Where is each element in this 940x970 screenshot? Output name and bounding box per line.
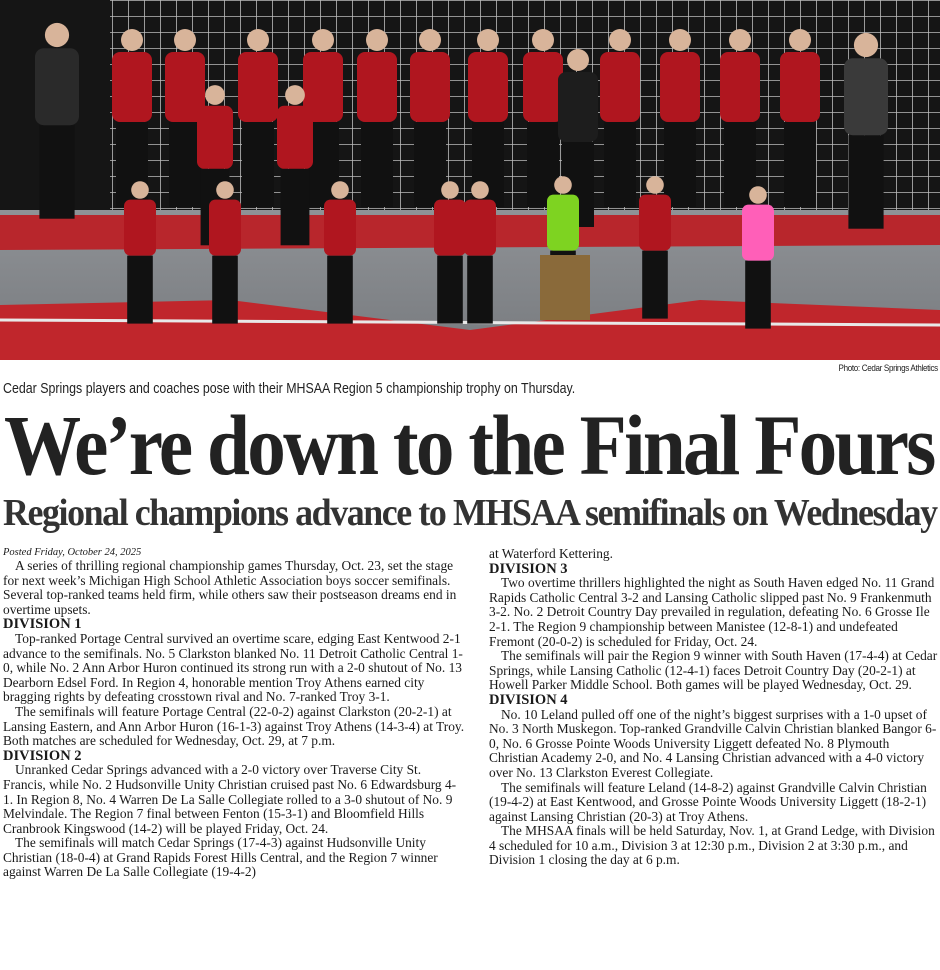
player-figure xyxy=(780,29,820,207)
article-column-left xyxy=(3,546,465,880)
player-figure xyxy=(720,29,760,207)
player-figure xyxy=(464,181,496,323)
division-1-heading: DIVISION 1 xyxy=(3,616,82,633)
coach-figure xyxy=(844,33,888,229)
player-figure xyxy=(434,181,466,323)
division-2-paragraph: Unranked Cedar Springs advanced with a 2-0 victory over Traverse City St. Francis, while No. 2 Hudsonville Unity Christian cruised past No. 6 Edwardsburg 4-1. In Region 8, No. 4 Warren De La Salle Collegiate rolled to a 3-0 shutout of No. 9 Melvindale. The Region 7 final between Fenton (15-3-1) and Bloomfield Hills Cranbrook Kingswood (14-2) will be played Friday, Oct. 24. xyxy=(3,762,457,836)
division-4-paragraph: The MHSAA finals will be held Saturday, Nov. 1, at Grand Ledge, with Division 4 scheduled for 10 a.m., Division 3 at 12:30 p.m., Division 2 at 3:30 p.m., and Division 1 closing the day at 6 p.m. xyxy=(489,823,935,868)
team-photo xyxy=(0,0,940,360)
headline: We’re down to the Final Fours xyxy=(4,397,934,493)
division-3-paragraph: The semifinals will pair the Region 9 winner with South Haven (17-4-4) at Cedar Springs, while Lansing Catholic (12-4-1) faces Detroit Country Day (20-2-1) at Howell Parker Middle School. Both games will be played Wednesday, Oct. 29. xyxy=(489,648,938,693)
coach-figure xyxy=(35,23,79,219)
player-figure xyxy=(357,29,397,207)
division-2-paragraph: The semifinals will match Cedar Springs (17-4-3) against Hudsonville Unity Christian (18-0-4) at Grand Rapids Forest Hills Central, and the Region 7 winner against Warren De La Salle Collegiate (19-4-2) xyxy=(3,835,438,880)
trophy xyxy=(540,255,590,320)
division-4-heading: DIVISION 4 xyxy=(489,691,568,708)
division-2-paragraph-continued: at Waterford Kettering. xyxy=(489,546,613,561)
player-figure xyxy=(468,29,508,207)
division-3-paragraph: Two overtime thrillers highlighted the night as South Haven edged No. 11 Grand Rapids Catholic Central 3-2 and Lansing Catholic slipped past No. 9 Frankenmuth 3-2. No. 2 Detroit Country Day prevailed in regulation, defeating No. 6 Grosse Ile 2-1. The Region 9 championship between Manistee (12-8-1) and undefeated Fremont (20-0-2) is scheduled for Friday, Oct. 24. xyxy=(489,575,935,649)
division-4-paragraph: No. 10 Leland pulled off one of the night’s biggest surprises with a 1-0 upset of No. 3 North Muskegon. Top-ranked Grandville Calvin Christian blanked Bangor 6-0, No. 6 Grosse Pointe Woods University Liggett defeated No. 8 Plymouth Christian Academy 2-0, and No. 4 Lansing Christian advanced with a 4-0 victory over No. 13 Clarkston Everest Collegiate. xyxy=(489,706,937,780)
subheadline: Regional champions advance to MHSAA semifinals on Wednesday xyxy=(3,492,937,534)
player-figure xyxy=(600,29,640,207)
division-2-heading: DIVISION 2 xyxy=(3,747,82,764)
player-figure xyxy=(124,181,156,323)
division-3-heading: DIVISION 3 xyxy=(489,560,568,577)
goalkeeper-figure xyxy=(742,186,774,328)
division-1-paragraph: Top-ranked Portage Central survived an overtime scare, edging East Kentwood 2-1 advance to the semifinals. No. 5 Clarkston blanked No. 11 Detroit Catholic Central 1-0, while No. 2 Ann Arbor Huron continued its strong run with a 2-0 shutout of No. 13 Dearborn Edsel Ford. In Region 4, honorable mention Troy Athens earned city bragging rights by defeating crosstown rival and No. 7-ranked Troy 3-1. xyxy=(3,630,463,705)
article-column-right xyxy=(489,547,939,868)
player-figure xyxy=(112,29,152,207)
posted-date: Posted Friday, October 24, 2025 xyxy=(3,547,142,558)
player-figure xyxy=(238,29,278,207)
division-4-paragraph: The semifinals will feature Leland (14-8-2) against Grandville Calvin Christian (19-4-2) at East Kentwood, and Grosse Pointe Woods University Liggett (18-2-1) against Lansing Christian (20-3) at Troy Athens. xyxy=(489,779,927,824)
player-figure xyxy=(410,29,450,207)
player-figure xyxy=(277,85,313,245)
player-figure xyxy=(639,176,671,318)
player-figure xyxy=(660,29,700,207)
photo-credit: Photo: Cedar Springs Athletics xyxy=(838,363,938,374)
player-figure xyxy=(324,181,356,323)
division-1-paragraph: The semifinals will feature Portage Central (22-0-2) against Clarkston (20-2-1) at Lansing Eastern, and Ann Arbor Huron (16-1-3) against Troy Athens (14-3-4) at Troy. Both matches are scheduled for Wednesday, Oct. 29, at 7 p.m. xyxy=(3,703,465,749)
player-figure xyxy=(209,181,241,323)
photo-caption: Cedar Springs players and coaches pose with their MHSAA Region 5 championship trophy on Thursday. xyxy=(3,381,576,397)
article-intro: A series of thrilling regional championship games Thursday, Oct. 23, set the stage for next week’s Michigan High School Athletic Association boys soccer semifinals. Several top-ranked teams held firm, while others saw their postseason dreams end in overtime upsets. xyxy=(3,558,457,617)
